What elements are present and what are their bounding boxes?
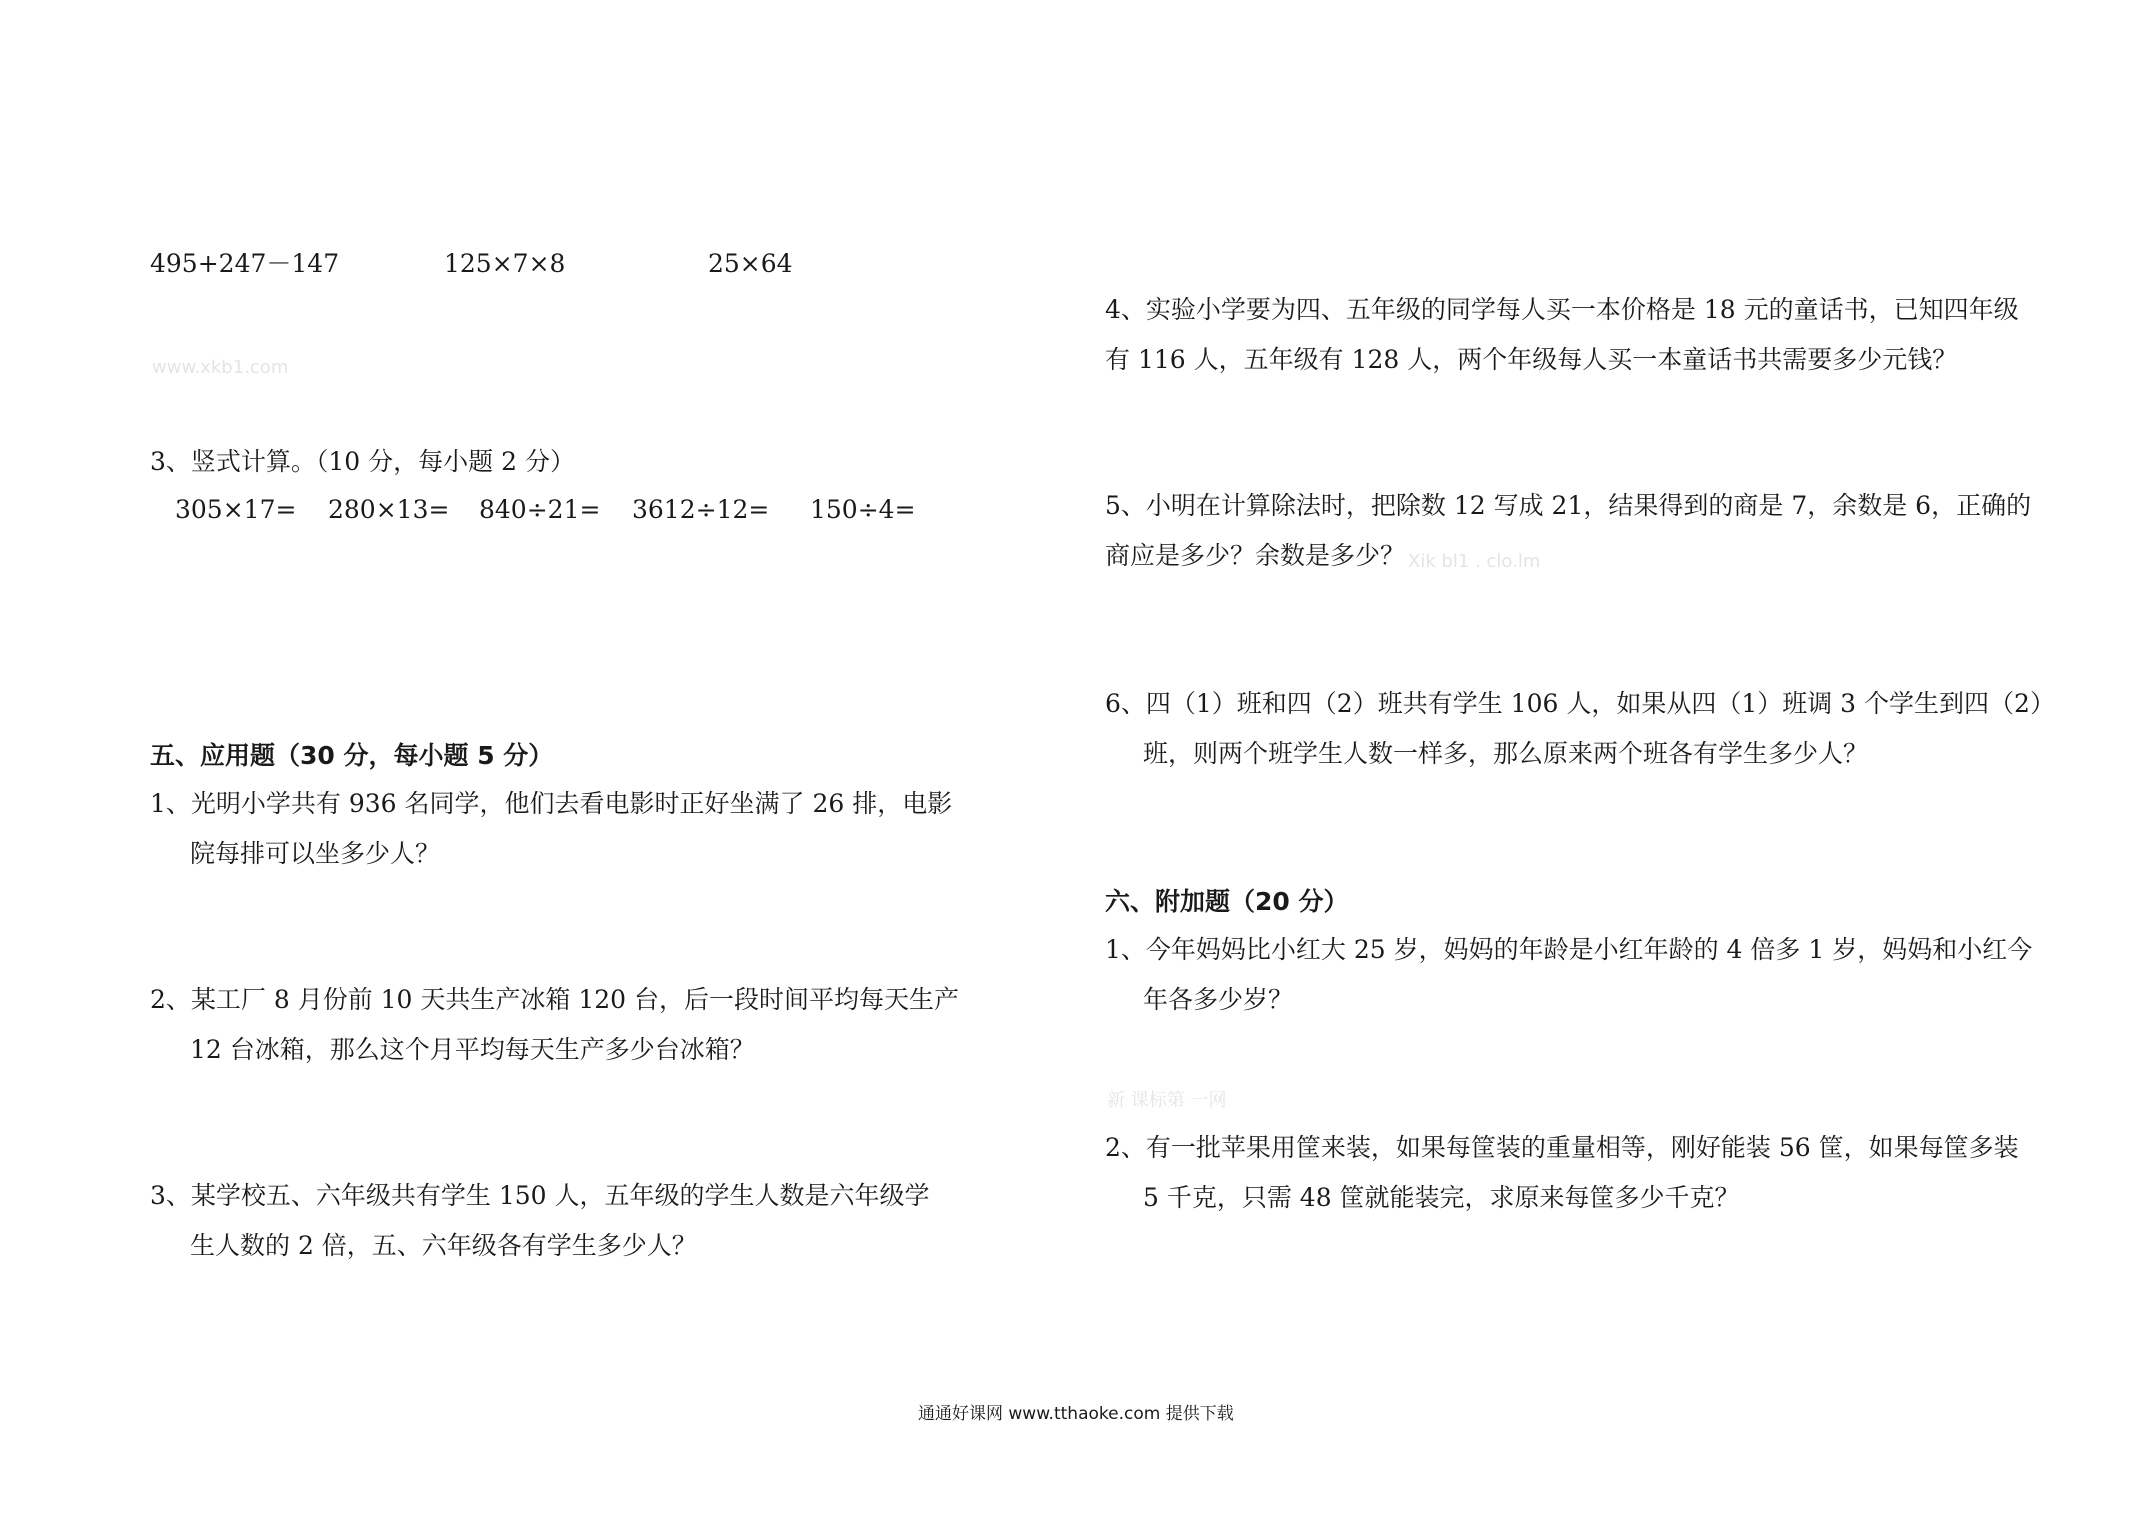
watermark-left: www.xkb1.com (152, 357, 289, 378)
calc-expression-1: 495+247－147 (150, 249, 340, 278)
bonus-question-1-line2: 年各多少岁？ (1143, 985, 1294, 1014)
app-question-6-line1: 6、四（1）班和四（2）班共有学生 106 人，如果从四（1）班调 3 个学生到四（2） (1105, 689, 2055, 718)
app-question-5-line2: 商应是多少？余数是多少？ (1105, 541, 1406, 570)
bonus-question-2-line1: 2、有一批苹果用筐来装，如果每筐装的重量相等，刚好能装 56 筐，如果每筐多装 (1105, 1133, 2019, 1162)
vertical-calc-item: 3612÷12= (632, 495, 770, 524)
app-question-1-line2: 院每排可以坐多少人？ (190, 839, 441, 868)
bonus-question-2-line2: 5 千克，只需 48 筐就能装完，求原来每筐多少千克？ (1143, 1183, 1740, 1212)
app-question-6-line2: 班，则两个班学生人数一样多，那么原来两个班各有学生多少人？ (1143, 739, 1869, 768)
section5-title: 五、应用题（30 分，每小题 5 分） (150, 741, 554, 770)
vertical-calc-item: 305×17= (175, 495, 297, 524)
app-question-1-line1: 1、光明小学共有 936 名同学，他们去看电影时正好坐满了 26 排，电影 (150, 789, 953, 818)
app-question-4-line1: 4、实验小学要为四、五年级的同学每人买一本价格是 18 元的童话书，已知四年级 (1105, 295, 2019, 324)
vertical-calc-item: 150÷4= (810, 495, 916, 524)
app-question-2-line1: 2、某工厂 8 月份前 10 天共生产冰箱 120 台，后一段时间平均每天生产 (150, 985, 960, 1014)
page-footer: 通通好课网 www.tthaoke.com 提供下载 (918, 1404, 1234, 1424)
vertical-calc-item: 840÷21= (479, 495, 601, 524)
section3-title: 3、竖式计算。（10 分，每小题 2 分） (150, 447, 575, 476)
vertical-calc-item: 280×13= (328, 495, 450, 524)
app-question-4-line2: 有 116 人，五年级有 128 人，两个年级每人买一本童话书共需要多少元钱？ (1105, 345, 1958, 374)
watermark-q5: Xik bl1 . clo.lm (1408, 551, 1541, 572)
section6-title: 六、附加题（20 分） (1105, 887, 1349, 916)
calc-expression-2: 125×7×8 (444, 249, 566, 278)
app-question-3-line2: 生人数的 2 倍，五、六年级各有学生多少人？ (190, 1231, 697, 1260)
watermark-right: 新 课标第 一网 (1107, 1090, 1227, 1111)
app-question-3-line1: 3、某学校五、六年级共有学生 150 人，五年级的学生人数是六年级学 (150, 1181, 930, 1210)
calc-expression-3: 25×64 (708, 249, 793, 278)
app-question-5-line1: 5、小明在计算除法时，把除数 12 写成 21，结果得到的商是 7，余数是 6，正确的 (1105, 491, 2032, 520)
bonus-question-1-line1: 1、今年妈妈比小红大 25 岁，妈妈的年龄是小红年龄的 4 倍多 1 岁，妈妈和小红今 (1105, 935, 2033, 964)
app-question-2-line2: 12 台冰箱，那么这个月平均每天生产多少台冰箱？ (190, 1035, 755, 1064)
